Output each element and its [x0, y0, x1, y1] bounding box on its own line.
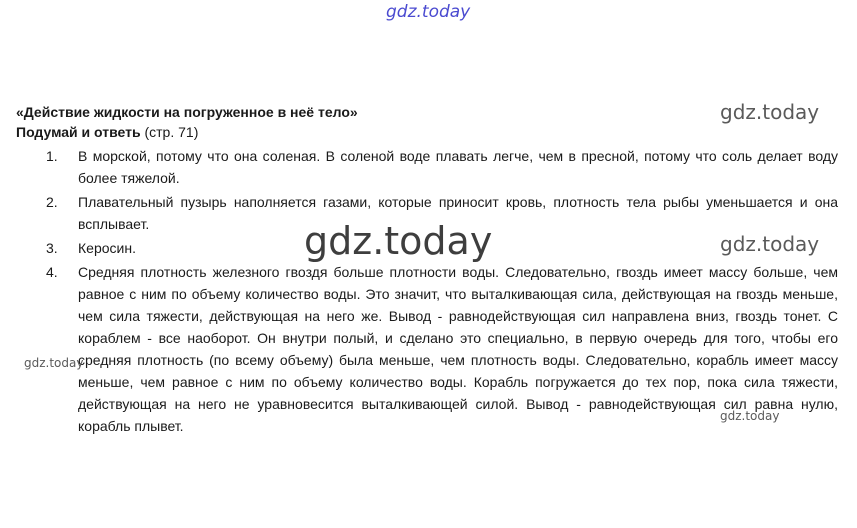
answer-number: 1. [46, 148, 58, 164]
document-title: «Действие жидкости на погруженное в неё тело» [16, 104, 358, 120]
answer-text: Средняя плотность железного гвоздя больше плотности воды. Следовательно, гвоздь имеет массу больше, чем равное с ним по объему количество воды. Это значит, что выталкивающая сила, действующая на гвоздь меньше, чем сила тяжести, действующая на него же. Вывод - равнодействующая сил направлена вниз, гвоздь тонет. С кораблем - все наоборот. Он внутри полый, и сделано это специально, в первую очередь для того, чтобы его средняя плотность (по всему объему) была меньше, чем плотность воды. Следовательно, корабль имеет массу меньше, чем равное с ним по объему количество воды. Корабль погружается до тех пор, пока сила тяжести, действующая на него не уравновесится выталкивающей силой. Вывод - равнодействующая сил равна нулю, корабль плывет. [78, 264, 838, 434]
subtitle-heading: Подумай и ответь [16, 124, 141, 140]
watermark-top: gdz.today [386, 2, 471, 22]
answer-list [0, 145, 857, 439]
watermark-center: gdz.today [304, 219, 493, 263]
answer-text: В морской, потому что она соленая. В соленой воде плавать легче, чем в пресной, потому что соль делает воду более тяжелой. [78, 148, 838, 186]
subtitle-page-ref: (стр. 71) [140, 124, 199, 140]
answer-number: 4. [46, 264, 58, 280]
watermark-left: gdz.today [24, 356, 84, 370]
watermark-bottom: gdz.today [720, 409, 780, 423]
answer-item-1 [0, 145, 857, 189]
document-subtitle [16, 122, 198, 142]
answer-number: 3. [46, 240, 58, 256]
watermark-right-upper: gdz.today [720, 100, 820, 124]
answer-number: 2. [46, 194, 58, 210]
watermark-right-middle: gdz.today [720, 232, 820, 256]
answer-text: Плавательный пузырь наполняется газами, которые приносит кровь, плотность тела рыбы уменьшается и она всплывает. [78, 194, 838, 232]
answer-text: Керосин. [78, 240, 136, 256]
